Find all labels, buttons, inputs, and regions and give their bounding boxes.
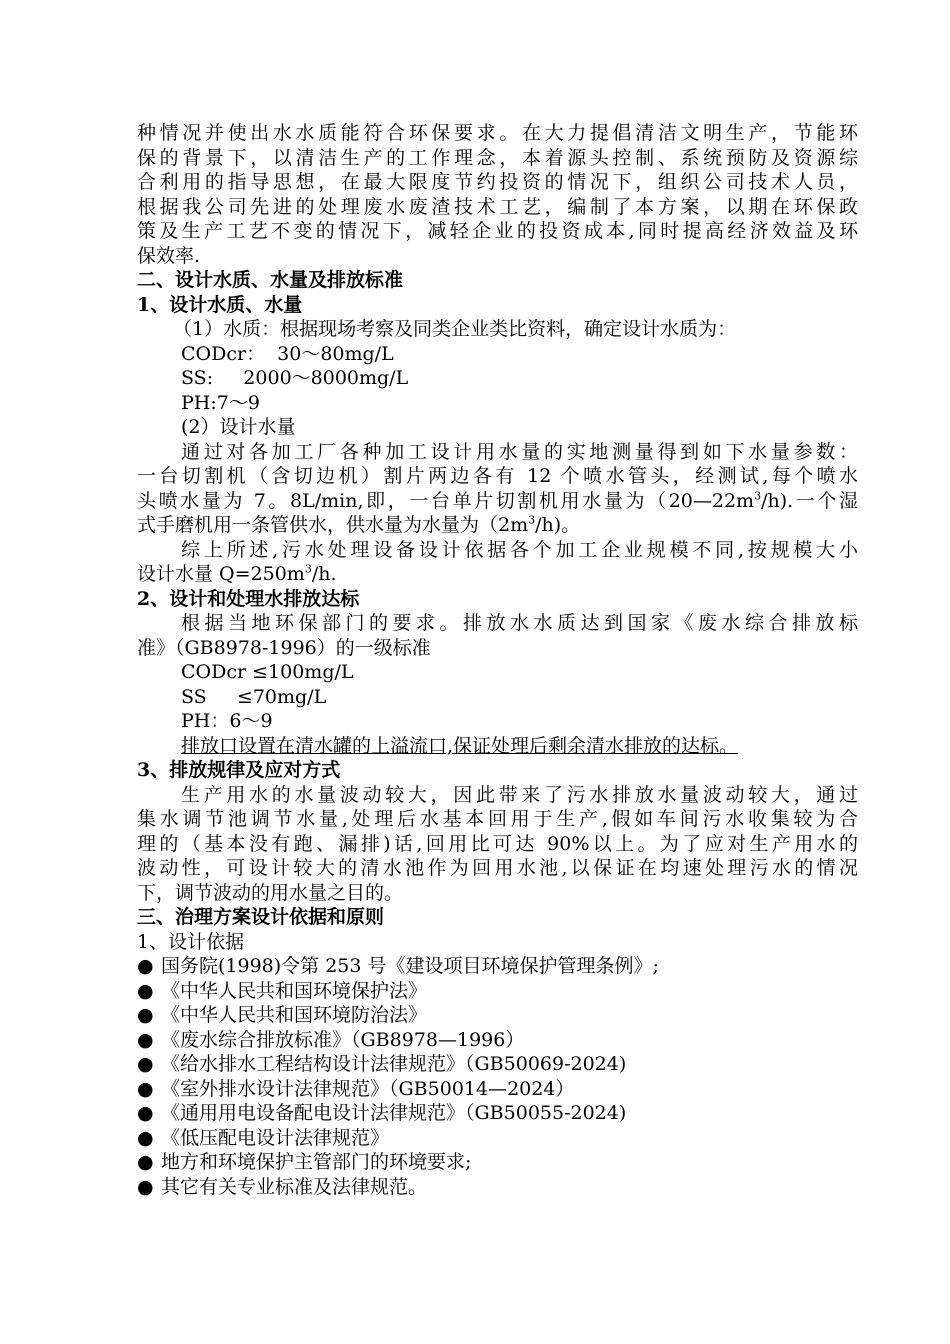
- water-quantity-paragraph: [137, 440, 858, 538]
- pattern-line: 波动性，可设计较大的清水池作为回用水池,以保证在均速处理污水的情况: [137, 857, 858, 879]
- summary-paragraph: [137, 538, 858, 587]
- superscript-3: 3: [754, 489, 762, 503]
- subsection-2-1-heading: 1、设计水质、水量: [137, 293, 303, 316]
- list-item: [137, 1175, 858, 1200]
- section-2-heading: 二、设计水质、水量及排放标准: [137, 269, 404, 291]
- ss-design-value: SS: 2000～8000mg/L: [181, 367, 409, 389]
- intro-line: 策及生产工艺不变的情况下，减轻企业的投资成本,同时提高经济效益及环: [137, 220, 858, 242]
- superscript-3: 3: [304, 562, 312, 576]
- quantity-line-text: 式手磨机用一条管供水，供水量为水量为（2m: [137, 514, 529, 536]
- intro-line: 保的背景下，以清洁生产的工作理念，本着源头控制、系统预防及资源综: [137, 146, 858, 169]
- list-item-text: 其它有关专业标准及法律规范。: [161, 1175, 428, 1198]
- intro-line: 合利用的指导思想，在最大限度节约投资的情况下，组织公司技术人员，: [137, 171, 858, 193]
- list-item-text: 《室外排水设计法律规范》（GB50014—2024）: [161, 1077, 575, 1100]
- outlet-note-text: 排放口设置在清水罐的上溢流口,保证处理后剩余清水排放的达标。: [181, 734, 739, 757]
- list-item: [137, 1052, 858, 1077]
- quantity-line: 一台切割机（含切边机）割片两边各有 12 个喷水管头，经测试,每个喷水: [137, 465, 858, 487]
- bullet-icon: ●: [137, 1102, 154, 1124]
- list-item: [137, 1150, 858, 1175]
- bullet-icon: ●: [137, 979, 154, 1002]
- list-item: [137, 1101, 858, 1126]
- water-quality-intro: （1）水质：根据现场考察及同类企业类比资料，确定设计水质为：: [173, 318, 737, 340]
- quantity-line-tail: /h)。: [535, 514, 581, 536]
- pattern-line: 下，调节波动的用水量之目的。: [137, 881, 404, 904]
- discharge-line: 准》（GB8978-1996）的一级标准: [137, 636, 431, 659]
- section-3-heading: 三、治理方案设计依据和原则: [137, 906, 385, 928]
- list-item-text: 《中华人民共和国环境防治法》: [161, 1004, 428, 1026]
- bullet-icon: ●: [137, 1151, 154, 1173]
- pattern-line: 理的（基本没有跑、漏排)话,回用比可达 90%以上。为了应对生产用水的: [137, 832, 858, 855]
- summary-line-text: 设计水量 Q=250m: [137, 563, 305, 585]
- list-item: [137, 1003, 858, 1028]
- list-item: [137, 979, 858, 1004]
- ph-design-value: PH:7～9: [181, 391, 260, 414]
- summary-line: 综上所述,污水处理设备设计依据各个加工企业规模不同,按规模大小: [181, 538, 858, 561]
- superscript-3: 3: [528, 513, 536, 527]
- pattern-line: 生产用水的水量波动较大，因此带来了污水排放水量波动较大，通过: [181, 783, 858, 806]
- bullet-icon: ●: [137, 955, 154, 977]
- list-item: [137, 1028, 858, 1053]
- bullet-icon: ●: [137, 1028, 154, 1051]
- water-quantity-heading: (2）设计水量: [181, 416, 296, 438]
- bullet-icon: ●: [137, 1053, 154, 1075]
- list-item: [137, 1126, 858, 1151]
- intro-line: 根据我公司先进的处理废水废渣技术工艺，编制了本方案，以期在环保政: [137, 195, 858, 218]
- bullet-icon: ●: [137, 1126, 154, 1149]
- list-item: [137, 1077, 858, 1102]
- quantity-line: 通过对各加工厂各种加工设计用水量的实地测量得到如下水量参数：: [181, 440, 858, 463]
- bullet-icon: ●: [137, 1004, 154, 1026]
- subsection-2-3-heading: 3、排放规律及应对方式: [137, 759, 341, 781]
- discharge-line: 根据当地环保部门的要求。排放水水质达到国家《废水综合排放标: [181, 612, 858, 634]
- ss-discharge-limit: SS ≤70mg/L: [181, 685, 327, 708]
- intro-line: 保效率.: [137, 244, 201, 267]
- design-basis-list: [137, 954, 858, 1199]
- discharge-standard-paragraph: [137, 611, 858, 660]
- bullet-icon: ●: [137, 1077, 154, 1100]
- summary-line: [137, 562, 858, 587]
- quantity-line: [137, 513, 858, 538]
- cod-design-value: CODcr： 30～80mg/L: [181, 342, 394, 365]
- quantity-line-tail: /h).一个湿: [761, 489, 858, 512]
- subsection-3-1-heading: 1、设计依据: [137, 930, 245, 953]
- subsection-2-2-heading: 2、设计和处理水排放达标: [137, 587, 360, 610]
- list-item-text: 《低压配电设计法律规范》: [161, 1126, 390, 1149]
- list-item-text: 地方和环境保护主管部门的环境要求;: [161, 1151, 472, 1173]
- list-item: [137, 954, 858, 979]
- quantity-line: [137, 489, 858, 514]
- intro-line: 种情况并使出水水质能符合环保要求。在大力提倡清洁文明生产，节能环: [137, 122, 858, 144]
- ph-discharge-limit: PH：6～9: [181, 710, 273, 732]
- list-item-text: 《给水排水工程结构设计法律规范》（GB50069-2024): [161, 1053, 627, 1075]
- pattern-line: 集水调节池调节水量,处理后水基本回用于生产,假如车间污水收集较为合: [137, 808, 858, 830]
- intro-paragraph: [137, 121, 858, 268]
- bullet-icon: ●: [137, 1175, 154, 1198]
- outlet-note: [137, 734, 858, 759]
- list-item-text: 《中华人民共和国环境保护法》: [161, 979, 428, 1002]
- list-item-text: 《通用用电设备配电设计法律规范》（GB50055-2024): [161, 1102, 627, 1124]
- list-item-text: 国务院(1998)令第 253 号《建设项目环境保护管理条例》;: [161, 955, 659, 977]
- cod-discharge-limit: CODcr ≤100mg/L: [181, 661, 354, 683]
- discharge-pattern-paragraph: [137, 783, 858, 906]
- quantity-line-text: 头喷水量为 7。8L/min,即，一台单片切割机用水量为（20—22m: [137, 489, 755, 512]
- list-item-text: 《废水综合排放标准》（GB8978—1996）: [161, 1028, 525, 1051]
- summary-line-tail: /h.: [311, 563, 337, 585]
